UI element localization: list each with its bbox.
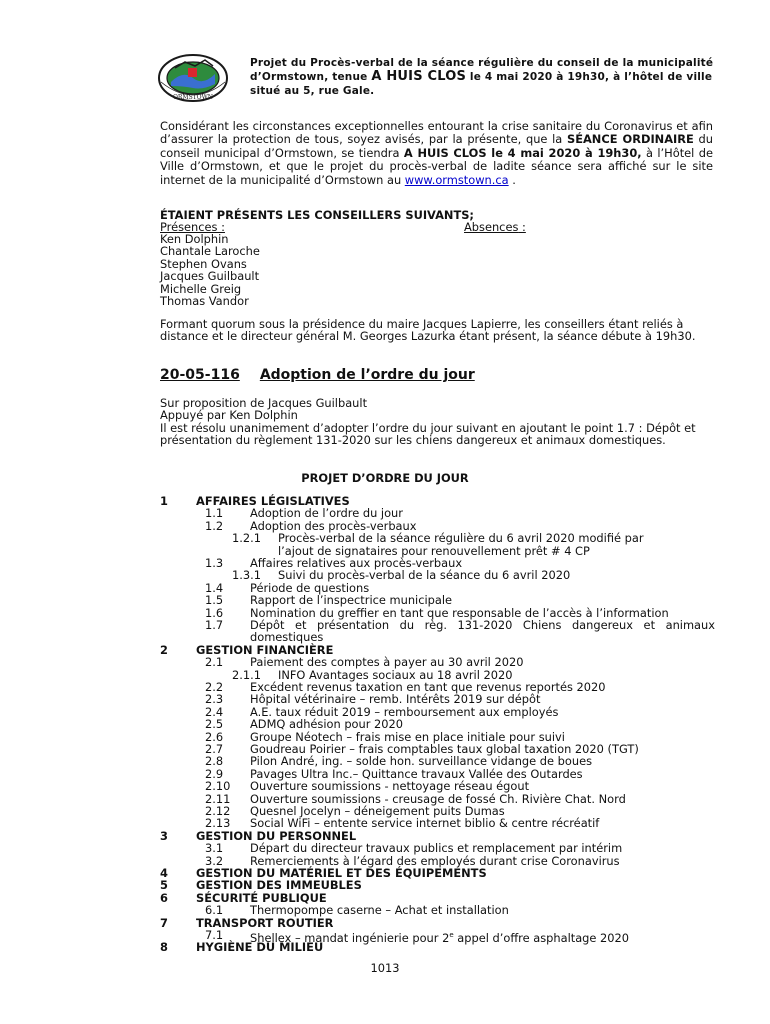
- resolution-heading: [160, 367, 475, 383]
- agenda-item-code: 2.2: [205, 680, 224, 694]
- present-name: Chantale Laroche: [160, 244, 260, 259]
- agenda-item-code: 2.5: [205, 717, 224, 732]
- document-title: [250, 56, 720, 98]
- intro-emphasis-date: A HUIS CLOS le 4 mai 2020 à 19h30,: [403, 145, 642, 160]
- agenda-item: [0, 532, 770, 544]
- agenda-item-code: 2.4: [205, 704, 224, 719]
- agenda-item: [0, 594, 770, 606]
- svg-text:ORMSTOWN: ORMSTOWN: [172, 94, 214, 101]
- agenda-item-code: 7.1: [205, 928, 224, 942]
- agenda-item-text: Pilon André, ing. – solde hon. surveillance vidange de boues: [250, 754, 593, 769]
- agenda-section-title: GESTION DU MATÉRIEL ET DES ÉQUIPEMENTS: [196, 866, 487, 880]
- agenda-item-code: 1.1: [205, 506, 224, 521]
- agenda-section: [0, 941, 770, 953]
- resolution-body: [160, 397, 715, 447]
- agenda-item: [0, 618, 770, 645]
- agenda-item-code: 2.1: [205, 655, 224, 670]
- title-emphasis: A HUIS CLOS: [371, 69, 467, 84]
- agenda-item-text: Thermopompe caserne – Achat et installation: [250, 903, 509, 918]
- agenda-item-text: Affaires relatives aux procès-verbaux: [250, 556, 463, 570]
- agenda-section-number: 3: [160, 828, 168, 843]
- agenda-item-text: l’ajout de signataires pour renouvellement prêt # 4 CP: [278, 543, 590, 558]
- agenda-section: [0, 879, 770, 891]
- agenda-item-text: Départ du directeur travaux publics et remplacement par intérim: [250, 841, 623, 856]
- agenda-item-text: Groupe Néotech – frais mise en place initiale pour suivi: [250, 729, 565, 744]
- agenda-item-code: 1.5: [205, 593, 224, 608]
- agenda-item-text: Période de questions: [250, 580, 370, 595]
- title-text-end: le 4 mai 2020 à 19h30, à l’hôtel de ville situé au 5, rue Gale.: [250, 71, 713, 97]
- agenda-item-text: Nomination du greffier en tant que responsable de l’accès à l’information: [250, 605, 669, 620]
- agenda-item: [0, 569, 770, 581]
- present-list: [160, 233, 260, 307]
- agenda-section-title: GESTION DU PERSONNEL: [196, 828, 357, 843]
- agenda-item-text: Shellex – mandat ingénierie pour 2e appel d’offre asphaltage 2020: [250, 930, 630, 945]
- agenda-item-code: 1.7: [205, 618, 224, 632]
- agenda-item: [0, 904, 770, 916]
- present-name: Jacques Guilbault: [160, 269, 260, 284]
- agenda-item-text: INFO Avantages sociaux au 18 avril 2020: [278, 667, 513, 682]
- agenda-section-title: GESTION DES IMMEUBLES: [196, 878, 362, 893]
- agenda-item-code: 2.6: [205, 729, 224, 744]
- agenda-item-code: 3.1: [205, 841, 224, 856]
- agenda-item-text: ADMQ adhésion pour 2020: [250, 717, 404, 732]
- agenda-item-code: 2.3: [205, 692, 224, 707]
- agenda-item: [0, 656, 770, 668]
- present-name: Ken Dolphin: [160, 232, 229, 246]
- agenda-title: PROJET D’ORDRE DU JOUR: [301, 471, 469, 485]
- agenda-item: [0, 817, 770, 829]
- agenda-section-number: 7: [160, 915, 168, 930]
- agenda-section-number: 6: [160, 890, 168, 905]
- resolution-text: Il est résolu unanimement d’adopter l’ordre du jour suivant en ajoutant le point 1.7 : Dépôt et présentation du règlement 131-2020 sur les chiens dangereux et animaux domestiques.: [160, 420, 696, 448]
- agenda-item-text: Ouverture soumissions - nettoyage réseau égout: [250, 779, 530, 794]
- resolution-title: Adoption de l’ordre du jour: [259, 367, 475, 383]
- agenda-section-title: AFFAIRES LÉGISLATIVES: [196, 494, 350, 508]
- resolution-number: 20-05-116: [160, 367, 240, 383]
- agenda-item-code: 2.7: [205, 742, 224, 756]
- agenda-item-code: 1.3: [205, 556, 224, 570]
- agenda-section: [0, 867, 770, 879]
- agenda-item-code: 1.4: [205, 580, 224, 595]
- present-name: Michelle Greig: [160, 281, 242, 296]
- present-name: Stephen Ovans: [160, 256, 247, 271]
- agenda-item-text: Excédent revenus taxation en tant que revenus reportés 2020: [250, 680, 606, 694]
- agenda-section-title: TRANSPORT ROUTIER: [196, 915, 334, 930]
- agenda-item-code: 1.6: [205, 605, 224, 620]
- agenda-item-text: Rapport de l’inspectrice municipale: [250, 593, 453, 608]
- agenda-section-title: GESTION FINANCIÈRE: [196, 642, 334, 657]
- agenda-item-code: 1.2.1: [232, 531, 261, 546]
- agenda-item-text: Paiement des comptes à payer au 30 avril 2020: [250, 655, 524, 670]
- agenda-section-number: 4: [160, 866, 168, 880]
- agenda-item: [0, 842, 770, 854]
- ormstown-logo-icon: [155, 52, 231, 104]
- agenda-item-text: Adoption des procès-verbaux: [250, 518, 417, 533]
- agenda-item: [0, 780, 770, 792]
- agenda-section-number: 5: [160, 878, 168, 893]
- agenda-item-code: 6.1: [205, 903, 224, 918]
- agenda-item-code: 1.2: [205, 518, 224, 533]
- page-number: 1013: [370, 961, 400, 975]
- agenda-item-text: Pavages Ultra Inc.– Quittance travaux Vallée des Outardes: [250, 766, 583, 781]
- agenda-item-text: Suivi du procès-verbal de la séance du 6 avril 2020: [278, 568, 571, 583]
- agenda-item-text: Quesnel Jocelyn – déneigement puits Dumas: [250, 804, 505, 818]
- agenda-item-code: 2.13: [205, 816, 231, 831]
- present-name: Thomas Vandor: [160, 294, 249, 309]
- agenda-section-title: HYGIÈNE DU MILIEU: [196, 940, 324, 955]
- agenda-item-code: 2.9: [205, 766, 224, 781]
- agenda-item-code: 2.1.1: [232, 667, 261, 682]
- agenda-item: [0, 507, 770, 519]
- agenda-section-number: 2: [160, 642, 168, 657]
- agenda-item: [0, 718, 770, 730]
- intro-emphasis-seance: SÉANCE ORDINAIRE: [567, 132, 694, 147]
- agenda-item-text: Social WiFi – entente service internet biblio & centre récréatif: [250, 816, 600, 831]
- agenda-item-text: Ouverture soumissions - creusage de fossé Ch. Rivière Chat. Nord: [250, 791, 626, 806]
- absent-label: Absences :: [464, 220, 526, 234]
- agenda-section-number: 1: [160, 494, 168, 508]
- present-label: Présences :: [160, 220, 225, 234]
- quorum-paragraph: Formant quorum sous la présidence du maire Jacques Lapierre, les conseillers étant reliés à distance et le directeur général M. Georges Lazurka étant présent, la séance débute à 19h30.: [160, 317, 696, 344]
- agenda-item-text: Dépôt et présentation du règ. 131-2020 Chiens dangereux et animaux domestiques: [250, 618, 715, 645]
- agenda-item-text: Procès-verbal de la séance régulière du 6 avril 2020 modifié par: [278, 531, 644, 546]
- agenda-section: [0, 917, 770, 929]
- agenda-item-code: 3.2: [205, 853, 224, 868]
- agenda-item-text: Adoption de l’ordre du jour: [250, 506, 403, 521]
- agenda-item-code: 2.10: [205, 779, 231, 794]
- agenda-item-text: A.E. taux réduit 2019 – remboursement aux employés: [250, 704, 559, 719]
- intro-paragraph: Considérant les circonstances exceptionnelles entourant la crise sanitaire du Coronavirus et afin d’assurer la protection de tous, soyez avisés, par la présente, que la SÉANCE ORDINAIRE du conseil municipal d’Ormstown, se tiendra A HUIS CLOS le 4 mai 2020 à 19h30, à l’Hôtel de Ville d’Ormstown, et que le projet du procès-verbal de ladite séance sera affiché sur le site internet de la municipalité d’Ormstown au www.ormstown.ca .: [160, 119, 713, 187]
- moved-by: Sur proposition de Jacques Guilbault: [160, 396, 368, 410]
- seconded-by: Appuyé par Ken Dolphin: [160, 408, 298, 423]
- agenda-item-code: 1.3.1: [232, 568, 261, 583]
- agenda-item-text: Hôpital vétérinaire – remb. Intérêts 2019 sur dépôt: [250, 692, 541, 707]
- agenda-item-text: Remerciements à l’égard des employés durant crise Coronavirus: [250, 853, 620, 868]
- agenda-item-text: Goudreau Poirier – frais comptables taux global taxation 2020 (TGT): [250, 742, 639, 756]
- agenda-item-code: 2.8: [205, 754, 224, 769]
- agenda-item-code: 2.12: [205, 804, 231, 818]
- agenda-section-title: SÉCURITÉ PUBLIQUE: [196, 890, 327, 905]
- attendance-heading: ÉTAIENT PRÉSENTS LES CONSEILLERS SUIVANTS;: [160, 208, 474, 222]
- agenda-item-code: 2.11: [205, 791, 231, 806]
- website-link[interactable]: www.ormstown.ca: [404, 172, 509, 187]
- agenda-section-number: 8: [160, 940, 168, 955]
- title-text: Projet du Procès-verbal de la séance régulière du conseil de la municipalité d’Ormstown, tenue: [250, 57, 714, 83]
- agenda-item: [0, 693, 770, 705]
- agenda-item: [0, 755, 770, 767]
- agenda-item: [0, 928, 770, 945]
